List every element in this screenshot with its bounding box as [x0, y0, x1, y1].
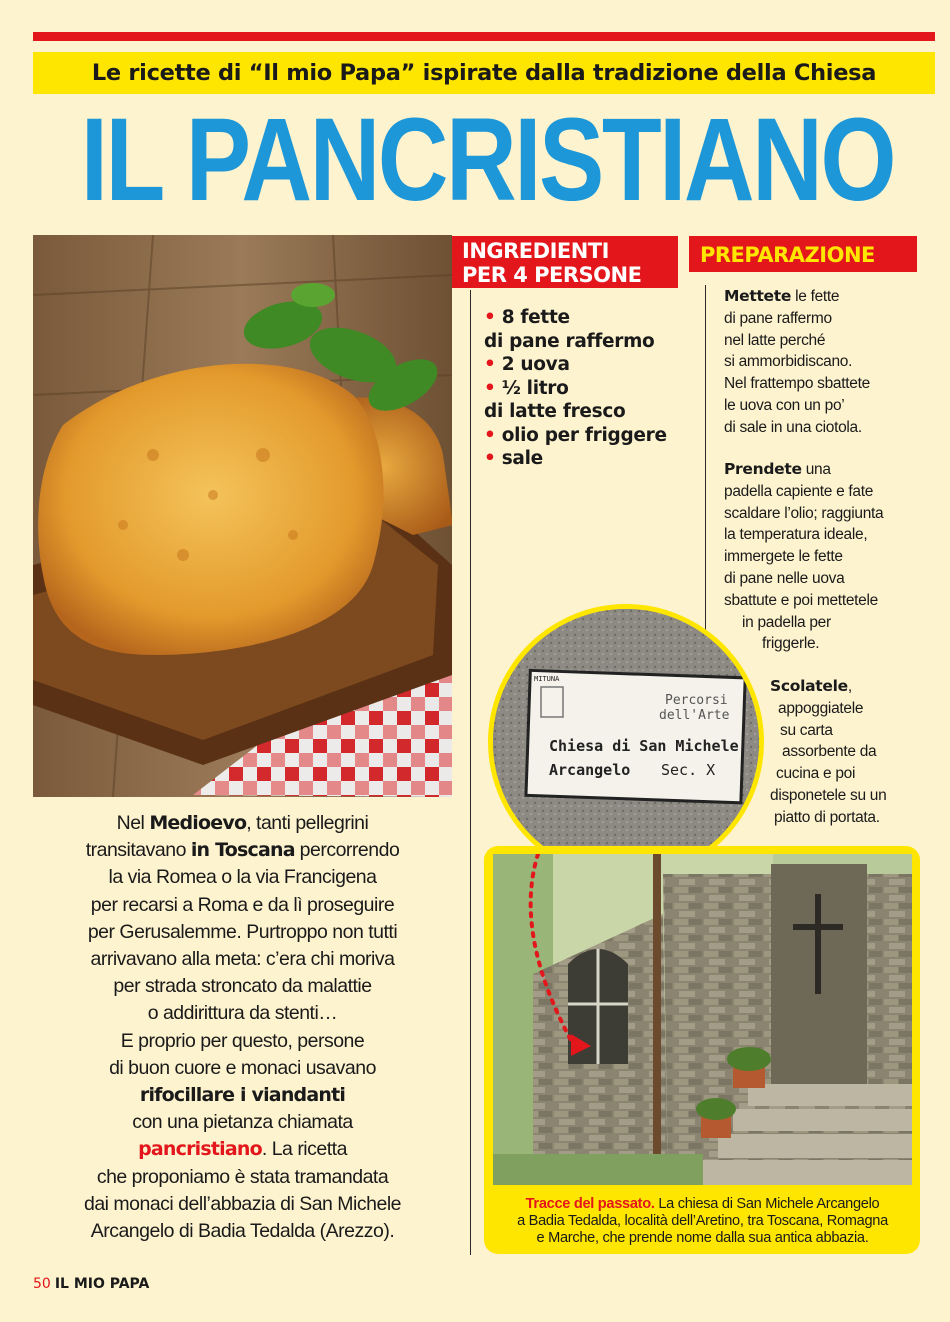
preparation-text: su carta	[780, 721, 833, 739]
story-bold-toscana: in Toscana	[190, 839, 295, 862]
ingredients-heading-line2: PER 4 PERSONE	[462, 263, 642, 287]
preparation-text: di pane nelle uova	[724, 569, 845, 587]
story-line	[33, 1082, 452, 1109]
preparation-text: sbattute e poi mettetele	[724, 591, 878, 609]
preparation-line	[770, 698, 886, 720]
preparation-verb: Mettete	[724, 287, 792, 305]
story-line	[33, 1136, 452, 1163]
preparation-line	[724, 308, 870, 330]
subtitle-band	[33, 52, 935, 94]
preparation-verb: Prendete	[724, 460, 802, 478]
bread-photo	[33, 235, 452, 797]
preparation-line	[724, 503, 883, 525]
preparation-verb: Scolatele	[770, 677, 848, 695]
ingredient-text: olio per friggere	[501, 424, 667, 446]
preparation-text: si ammorbidiscano.	[724, 353, 853, 371]
story-text-segment: , tanti pellegrini	[246, 812, 369, 834]
caption-line1: La chiesa di San Michele Arcangelo	[654, 1196, 880, 1212]
bullet-icon: •	[484, 307, 496, 328]
story-text-segment: . La ricetta	[261, 1138, 347, 1161]
page-footer	[33, 1276, 149, 1292]
ingredient-text: 2 uova	[501, 354, 570, 375]
story-line: per strada stroncato da malattie	[113, 975, 372, 998]
photo-caption	[495, 1196, 910, 1247]
preparation-line	[770, 763, 886, 785]
column-divider-right	[705, 285, 706, 630]
preparation-text: di pane raffermo	[724, 309, 832, 327]
ingredient-text: ½ litro	[501, 377, 569, 399]
bullet-icon: •	[484, 424, 496, 446]
preparation-text: Nel frattempo sbattete	[724, 375, 870, 393]
preparation-line	[724, 633, 883, 655]
story-line: dai monaci dell’abbazia di San Michele	[83, 1192, 402, 1215]
story-text-segment: Nel	[116, 812, 150, 834]
preparation-text: di sale in una ciotola.	[724, 418, 862, 436]
ingredients-heading-line1: INGREDIENTI	[462, 239, 609, 263]
story-text-segment: percorrendo	[294, 839, 400, 862]
story-bold-medioevo: Medioevo	[149, 812, 247, 834]
preparation-text: in padella per	[742, 613, 831, 631]
story-line	[33, 837, 452, 864]
story-bold-rifocillare: rifocillare i viandanti	[139, 1084, 346, 1107]
ingredient-row	[484, 377, 684, 401]
preparation-text: piatto di portata.	[774, 808, 880, 826]
preparation-text: assorbente da	[782, 743, 877, 761]
sign-small-top: MITUNA	[534, 675, 560, 683]
story-lines-a	[33, 864, 452, 1082]
preparation-line	[770, 807, 886, 829]
story-line: E proprio per questo, persone	[120, 1029, 365, 1052]
ingredient-text: sale	[501, 448, 543, 469]
story-line: arrivavano alla meta: c’era chi moriva	[90, 948, 395, 971]
preparation-line	[724, 417, 870, 439]
church-sign-photo	[488, 604, 764, 880]
story-line: di buon cuore e monaci usavano	[109, 1056, 376, 1079]
preparation-line	[724, 459, 883, 481]
preparation-line	[724, 546, 883, 568]
preparation-text: le fette	[791, 288, 840, 305]
preparation-line	[724, 524, 883, 546]
preparation-line	[724, 351, 870, 373]
story-line	[33, 810, 452, 837]
preparation-text: immergete le fette	[724, 548, 843, 566]
preparation-line	[724, 373, 870, 395]
preparation-text: scaldare l’olio; raggiunta	[724, 504, 884, 522]
preparation-line	[724, 330, 870, 352]
bullet-icon: •	[484, 354, 496, 375]
preparation-line	[724, 395, 870, 417]
preparation-step-1	[724, 286, 870, 439]
preparation-text: ,	[847, 678, 852, 695]
preparation-heading-label: PREPARAZIONE	[700, 243, 875, 267]
story-lines-b	[33, 1164, 452, 1246]
preparation-text: disponetele su un	[770, 786, 887, 804]
preparation-step-3	[770, 676, 886, 829]
story-line: che proponiamo è stata tramandata	[96, 1165, 389, 1188]
ingredients-list	[484, 306, 684, 471]
bullet-icon: •	[484, 448, 496, 469]
story-text	[33, 810, 452, 1245]
caption-line2: a Badia Tedalda, località dell’Aretino, tra Toscana, Romagna	[517, 1213, 888, 1229]
story-text-segment: transitavano	[85, 839, 191, 862]
column-divider	[470, 290, 471, 1255]
preparation-line	[770, 741, 886, 763]
ingredient-row	[484, 306, 684, 330]
bullet-icon: •	[484, 377, 496, 399]
magazine-name: IL MIO PAPA	[54, 1276, 150, 1292]
church-photo	[493, 854, 912, 1185]
ingredient-text: di pane raffermo	[484, 330, 655, 352]
preparation-text: le uova con un po’	[724, 396, 845, 414]
sign-church-name: Chiesa di San Michele	[549, 737, 739, 755]
story-line: per recarsi a Roma e da lì proseguire	[90, 893, 395, 916]
caption-title: Tracce del passato.	[525, 1196, 655, 1212]
preparation-heading	[689, 236, 917, 272]
story-line: la via Romea o la via Francigena	[108, 866, 377, 889]
ingredient-row	[484, 400, 684, 424]
top-red-rule	[33, 32, 935, 41]
ingredient-text: di latte fresco	[484, 401, 626, 422]
preparation-line	[724, 568, 883, 590]
preparation-text: cucina e poi	[776, 765, 856, 783]
story-line: o addirittura da stenti…	[147, 1002, 338, 1025]
preparation-text: nel latte perché	[724, 331, 826, 349]
preparation-text: appoggiatele	[778, 699, 864, 717]
preparation-text: una	[801, 461, 831, 478]
ingredient-row	[484, 353, 684, 377]
story-red-pancristiano: pancristiano	[138, 1138, 262, 1161]
page-number: 50	[33, 1276, 51, 1292]
preparation-text: padella capiente e fate	[724, 482, 874, 500]
preparation-line	[724, 590, 883, 612]
sign-church-name-line2: Arcangelo	[549, 761, 631, 779]
ingredient-row	[484, 424, 684, 448]
caption-line3: e Marche, che prende nome dalla sua antica abbazia.	[536, 1230, 869, 1246]
ingredients-heading	[452, 236, 678, 288]
ingredient-row	[484, 447, 684, 471]
story-line: per Gerusalemme. Purtroppo non tutti	[87, 920, 398, 943]
sign-brand-line1: Percorsi	[665, 693, 728, 708]
preparation-line	[724, 481, 883, 503]
ingredient-text: 8 fette	[501, 307, 570, 328]
recipe-title: IL PANCRISTIANO	[80, 94, 895, 226]
sign-century: Sec. X	[661, 761, 716, 779]
sign-brand-line2: dell'Arte	[659, 708, 730, 723]
preparation-line	[724, 612, 883, 634]
preparation-line	[770, 785, 886, 807]
preparation-text: la temperatura ideale,	[724, 526, 868, 544]
story-line: Arcangelo di Badia Tedalda (Arezzo).	[90, 1220, 395, 1243]
preparation-line	[724, 286, 870, 308]
ingredient-row	[484, 330, 684, 354]
preparation-line	[770, 720, 886, 742]
story-line: con una pietanza chiamata	[132, 1111, 353, 1134]
preparation-step-2	[724, 459, 883, 655]
series-subtitle: Le ricette di “Il mio Papa” ispirate dalla tradizione della Chiesa	[91, 60, 877, 86]
preparation-text: friggerle.	[762, 635, 820, 653]
preparation-line	[770, 676, 886, 698]
